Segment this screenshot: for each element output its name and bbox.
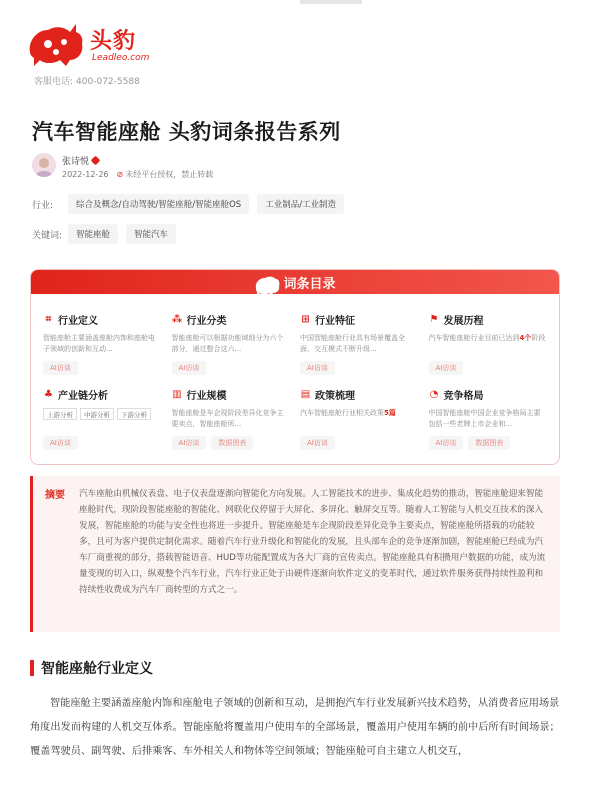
publish-info <box>62 169 213 180</box>
downstream-tag[interactable]: 下游分析 <box>117 408 151 420</box>
ai-interview-pill[interactable]: AI访谈 <box>172 361 207 375</box>
keyword-tag[interactable]: 智能汽车 <box>126 224 176 244</box>
publish-date: 2022-12-26 <box>62 170 109 179</box>
directory-item-chain[interactable]: ♣ 产业链分析 上游分析 中游分析 下游分析 AI访谈 <box>43 387 162 450</box>
ai-interview-pill[interactable]: AI访谈 <box>172 436 207 450</box>
data-chart-pill[interactable]: 数据图表 <box>211 436 253 450</box>
directory-header <box>31 270 559 294</box>
industry-label: 行业: <box>32 200 54 211</box>
keywords-row <box>32 224 184 244</box>
directory-item-history[interactable]: ⚑ 发展历程 汽车智能座舱行业目前已达到4个阶段 AI访谈 <box>429 312 548 375</box>
industry-tag[interactable]: 综合及概念/自动驾驶/智能座舱/智能座舱OS <box>68 194 249 214</box>
item-desc: 中国智能座舱行业具有场景覆盖全面、交互模式不断升级... <box>300 334 405 353</box>
directory-item-definition[interactable]: ⌗ 行业定义 智能座舱主要涵盖座舱内饰和座舱电子领域的创新和互动... AI访谈 <box>43 312 162 375</box>
hotline-number: 400-072-5588 <box>76 77 140 87</box>
feature-icon: ⊞ <box>301 314 310 325</box>
scale-icon: ▥ <box>172 389 182 400</box>
leopard-logo-icon <box>26 22 86 70</box>
competition-icon: ◔ <box>429 389 439 400</box>
avatar-icon <box>32 153 56 177</box>
summary-text: 汽车座舱由机械仪表盘、电子仪表盘逐渐向智能化方向发展。人工智能技术的进步、集成化趋势的推动，智能座舱迎来智能座舱时代，现阶段智能座舱的智能化、网联化仪停留于大屏化、多屏化、触屏交互等。随着人工智能与人机交互技术的深入发展，智能座舱的功能与安全性也将进一步提升。智能座舱是车企现阶段差异化竞争主要卖点，智能座舱所搭载的功能较多，且可为客户提供定制化需求。随着汽车行业升级化和智能化的发展，且头部车企的竞争逐渐加剧，智能座舱已经成为汽车厂商重视的部分，搭载智能语音、HUD等功能配置成为各大厂商的宣传卖点。智能座舱具有积攒用户数据的功能，成为流量变现的切入口，纵观整个汽车行业，汽车行业正处于由硬件逐渐向软件定义的变革时代，通过软件服务获得持续性盈利和持续性收费成为汽车厂商转型的方式之一。 <box>79 489 546 595</box>
item-desc: 智能座舱主要涵盖座舱内饰和座舱电子领域的创新和互动... <box>43 334 155 353</box>
ban-icon: ⊘ <box>116 170 124 179</box>
chain-icon: ♣ <box>44 389 53 400</box>
directory-item-classification[interactable]: ⁂ 行业分类 智能座舱可以根据功能域细分为六个部分，通过整合这六... AI访谈 <box>172 312 291 375</box>
definition-icon: ⌗ <box>45 314 52 325</box>
top-gray-bar <box>300 0 362 4</box>
policy-icon: ▤ <box>300 389 311 400</box>
ai-interview-pill[interactable]: AI访谈 <box>300 436 335 450</box>
directory-item-feature[interactable]: ⊞ 行业特征 中国智能座舱行业具有场景覆盖全面、交互模式不断升级... AI访谈 <box>300 312 419 375</box>
item-desc: 汽车智能座舱行业目前已达到4个阶段 <box>428 334 546 342</box>
directory-title: 词条目录 <box>31 273 559 296</box>
keyword-tag[interactable]: 智能座舱 <box>68 224 118 244</box>
copyright-notice: 未经平台授权，禁止转载 <box>125 170 214 179</box>
brand-logo[interactable] <box>26 22 156 70</box>
item-desc: 智能座舱是车企现阶段差异化竞争主要卖点，智能座舱所... <box>171 409 284 428</box>
keywords-label: 关键词: <box>32 230 63 241</box>
directory-card <box>30 269 560 465</box>
item-desc: 汽车智能座舱行业相关政策5篇 <box>300 409 396 417</box>
ai-interview-pill[interactable]: AI访谈 <box>300 361 335 375</box>
ai-interview-pill[interactable]: AI访谈 <box>43 436 78 450</box>
page-title: 汽车智能座舱 头豹词条报告系列 <box>32 120 341 144</box>
leopard-icon <box>254 274 280 296</box>
classification-icon: ⁂ <box>171 314 183 325</box>
data-chart-pill[interactable]: 数据图表 <box>468 436 510 450</box>
body-paragraph: 智能座舱主要涵盖座舱内饰和座舱电子领域的创新和互动，是拥抱汽车行业发展新兴技术趋势，从消费者应用场景角度出发而构建的人机交互体系。智能座舱将覆盖用户使用车的全部场景，覆盖用户使用车辆的前中后所有时间场景；覆盖驾驶员、副驾驶、后排乘客、车外相关人和物体等空间领域；智能座舱可自主建立人机交互， <box>30 698 560 757</box>
section-bar <box>30 660 34 676</box>
directory-grid <box>31 294 559 450</box>
directory-item-scale[interactable]: ▥ 行业规模 智能座舱是车企现阶段差异化竞争主要卖点，智能座舱所... AI访谈 数据图表 <box>172 387 291 450</box>
avatar[interactable] <box>32 153 56 177</box>
section-title: 智能座舱行业定义 <box>41 661 153 677</box>
ai-interview-pill[interactable]: AI访谈 <box>43 361 78 375</box>
industry-tag[interactable]: 工业制品/工业制造 <box>257 194 344 214</box>
history-icon: ⚑ <box>429 314 439 325</box>
ai-interview-pill[interactable]: AI访谈 <box>429 361 464 375</box>
hotline <box>34 74 143 87</box>
summary-label: 摘要 <box>45 490 65 501</box>
item-desc: 智能座舱可以根据功能域细分为六个部分，通过整合这六... <box>171 334 284 353</box>
directory-item-policy[interactable]: ▤ 政策梳理 汽车智能座舱行业相关政策5篇 AI访谈 <box>300 387 419 450</box>
brand-site: Leadleo.com <box>92 53 150 63</box>
author-name[interactable]: 张诗悦 <box>62 154 99 167</box>
hotline-label: 客服电话: <box>34 77 74 87</box>
verified-badge-icon <box>91 156 101 166</box>
industry-row <box>32 194 352 214</box>
ai-interview-pill[interactable]: AI访谈 <box>429 436 464 450</box>
upstream-tag[interactable]: 上游分析 <box>43 408 77 420</box>
directory-item-competition[interactable]: ◔ 竞争格局 中国智能座舱中国企业竞争格局主要包括一些老牌上市企业和... AI访谈 数据图表 <box>429 387 548 450</box>
midstream-tag[interactable]: 中游分析 <box>80 408 114 420</box>
summary-block <box>30 476 560 632</box>
brand-name: 头豹 <box>90 29 137 54</box>
item-desc: 中国智能座舱中国企业竞争格局主要包括一些老牌上市企业和... <box>428 409 541 428</box>
section-heading <box>30 658 153 678</box>
